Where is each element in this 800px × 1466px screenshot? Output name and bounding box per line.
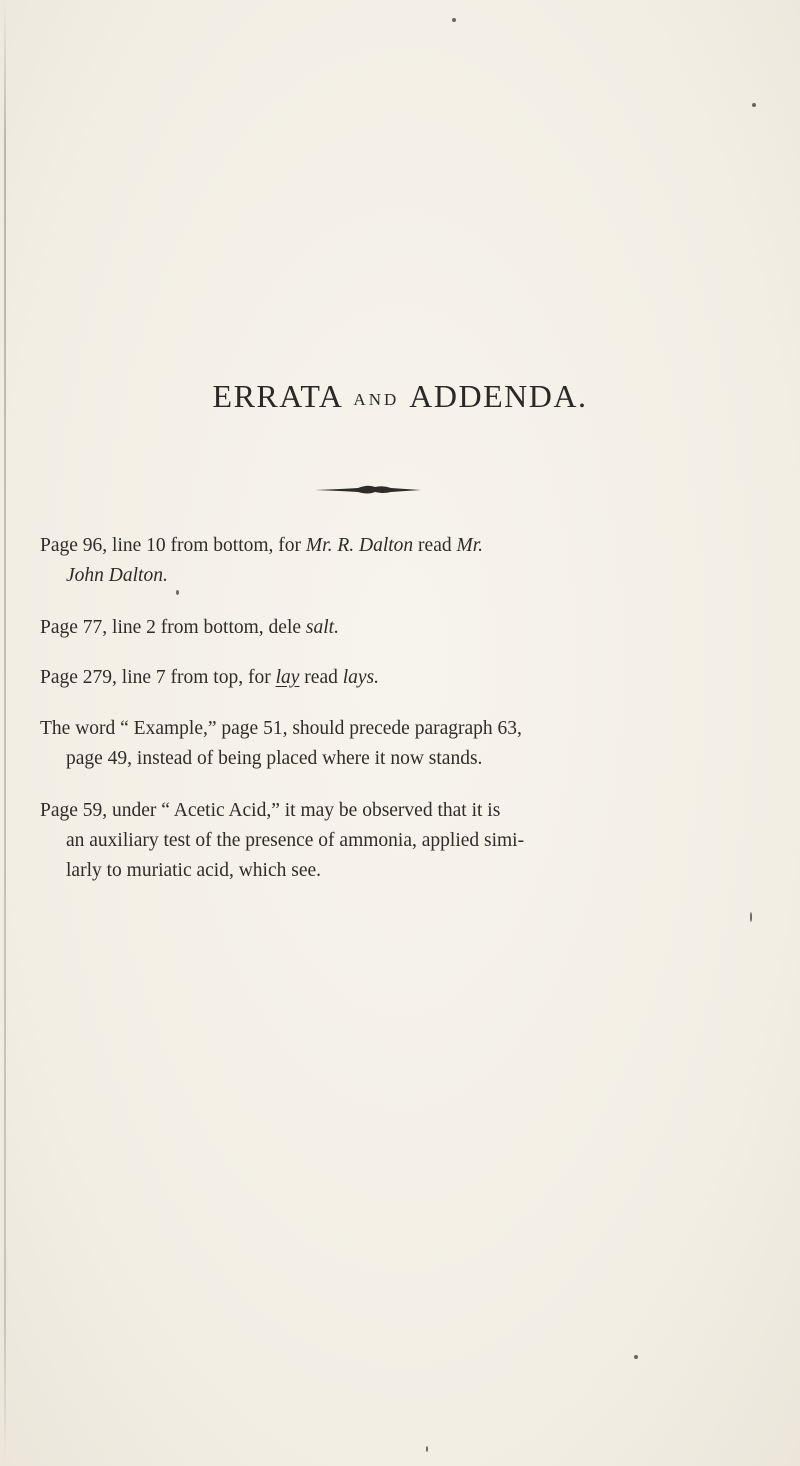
- erratum-entry-3: [40, 663, 780, 693]
- page-edge-shadow: [4, 0, 6, 1466]
- entry-5-line-2: an auxiliary test of the presence of ammonia, applied simi-: [66, 830, 525, 851]
- erratum-entry-2: [40, 613, 780, 643]
- entry-1-line-2: John Dalton.: [66, 565, 168, 586]
- entry-5-line-1: Page 59, under “ Acetic Acid,” it may be observed that it is: [40, 800, 501, 821]
- erratum-entry-1: [40, 531, 780, 591]
- paper-speck: [176, 590, 179, 595]
- entry-4-line-1: The word “ Example,” page 51, should precede paragraph 63,: [40, 718, 522, 739]
- entry-3-line-1: Page 279, line 7 from top, for lay read lays.: [40, 667, 380, 688]
- paper-speck: [452, 18, 456, 22]
- title-and: AND: [353, 390, 400, 409]
- title-addenda: ADDENDA.: [409, 378, 588, 414]
- title-errata: ERRATA: [212, 378, 344, 414]
- entry-5-line-3: larly to muriatic acid, which see.: [66, 860, 322, 881]
- entry-1-line-1: Page 96, line 10 from bottom, for Mr. R. Dalton read Mr.: [40, 535, 484, 556]
- paper-speck: [426, 1446, 428, 1452]
- page-title: [0, 378, 800, 415]
- entry-4-line-2: page 49, instead of being placed where it now stands.: [66, 748, 483, 769]
- entry-2-line-1: Page 77, line 2 from bottom, dele salt.: [40, 617, 339, 638]
- erratum-entry-5: [40, 796, 780, 886]
- paper-speck: [752, 103, 756, 107]
- paper-speck: [634, 1355, 638, 1359]
- paper-speck: [750, 912, 752, 922]
- ornamental-rule-icon: [313, 482, 423, 498]
- erratum-entry-4: [40, 714, 780, 774]
